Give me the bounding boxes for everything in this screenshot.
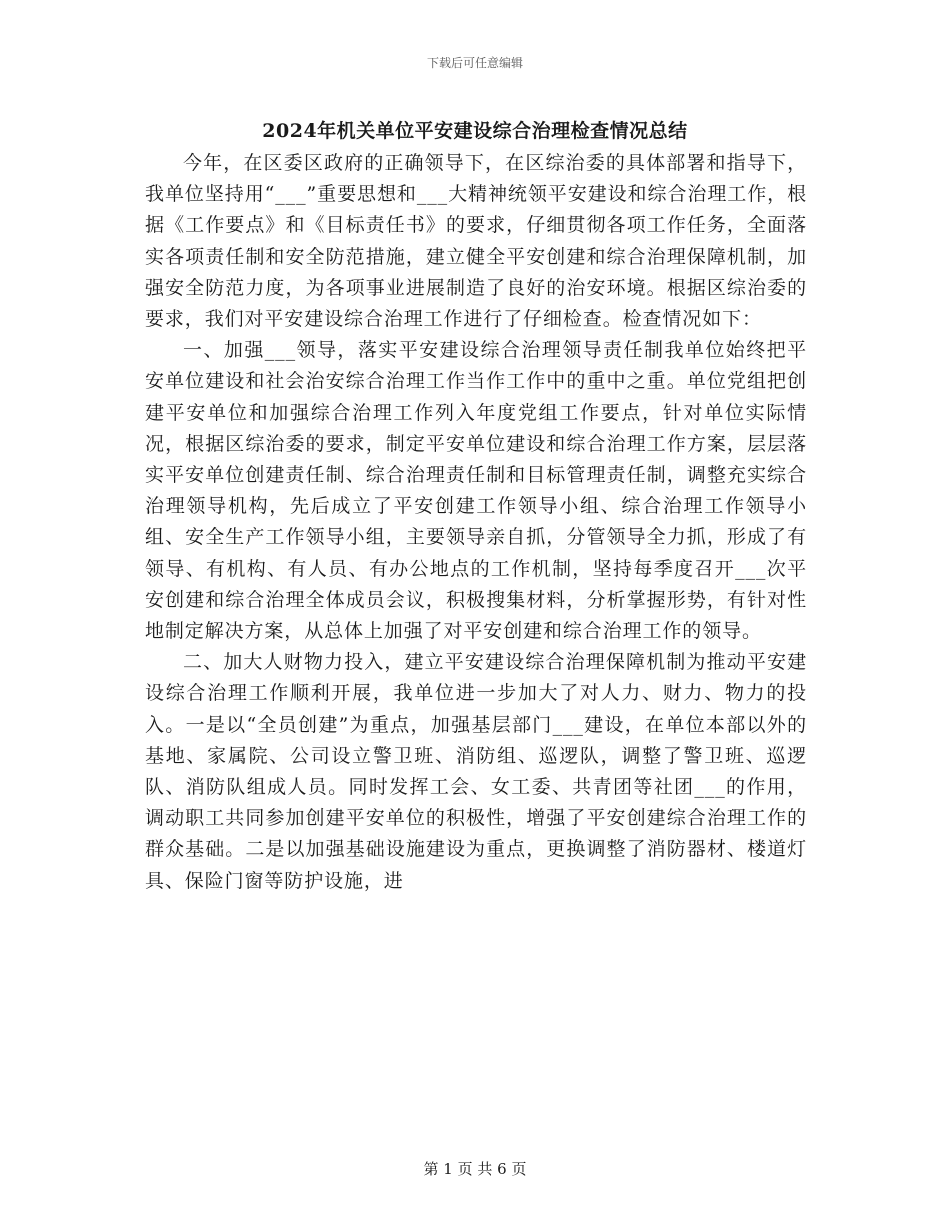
page-number-footer: 第 1 页 共 6 页 [423, 1160, 527, 1178]
document-body [145, 148, 807, 897]
paragraph-section-1: 一、加强___领导，落实平安建设综合治理领导责任制我单位始终把平安单位建设和社会治安综合治理工作当作工作中的重中之重。单位党组把创建平安单位和加强综合治理工作列入年度党组工作要点，针对单位实际情况，根据区综治委的要求，制定平安单位建设和综合治理工作方案，层层落实平安单位创建责任制、综合治理责任制和目标管理责任制，调整充实综合治理领导机构，先后成立了平安创建工作领导小组、综合治理工作领导小组、安全生产工作领导小组，主要领导亲自抓，分管领导全力抓，形成了有领导、有机构、有人员、有办公地点的工作机制，坚持每季度召开___次平安创建和综合治理全体成员会议，积极搜集材料，分析掌握形势，有针对性地制定解决方案，从总体上加强了对平安创建和综合治理工作的领导。 [145, 339, 807, 643]
paragraph-section-2: 二、加大人财物力投入，建立平安建设综合治理保障机制为推动平安建设综合治理工作顺利开展，我单位进一步加大了对人力、财力、物力的投入。一是以“全员创建”为重点，加强基层部门___建设，在单位本部以外的基地、家属院、公司设立警卫班、消防组、巡逻队，调整了警卫班、巡逻队、消防队组成人员。同时发挥工会、女工委、共青团等社团___的作用，调动职工共同参加创建平安单位的积极性，增强了平安创建综合治理工作的群众基础。二是以加强基础设施建设为重点，更换调整了消防器材、楼道灯具、保险门窗等防护设施，进 [145, 651, 807, 892]
page-header-note: 下载后可任意编辑 [426, 56, 523, 70]
document-title: 2024年机关单位平安建设综合治理检查情况总结 [262, 120, 688, 142]
paragraph-intro: 今年，在区委区政府的正确领导下，在区综治委的具体部署和指导下，我单位坚持用“___”重要思想和___大精神统领平安建设和综合治理工作，根据《工作要点》和《目标责任书》的要求，仔细贯彻各项工作任务，全面落实各项责任制和安全防范措施，建立健全平安创建和综合治理保障机制，加强安全防范力度，为各项事业进展制造了良好的治安环境。根据区综治委的要求，我们对平安建设综合治理工作进行了仔细检查。检查情况如下： [145, 152, 807, 331]
